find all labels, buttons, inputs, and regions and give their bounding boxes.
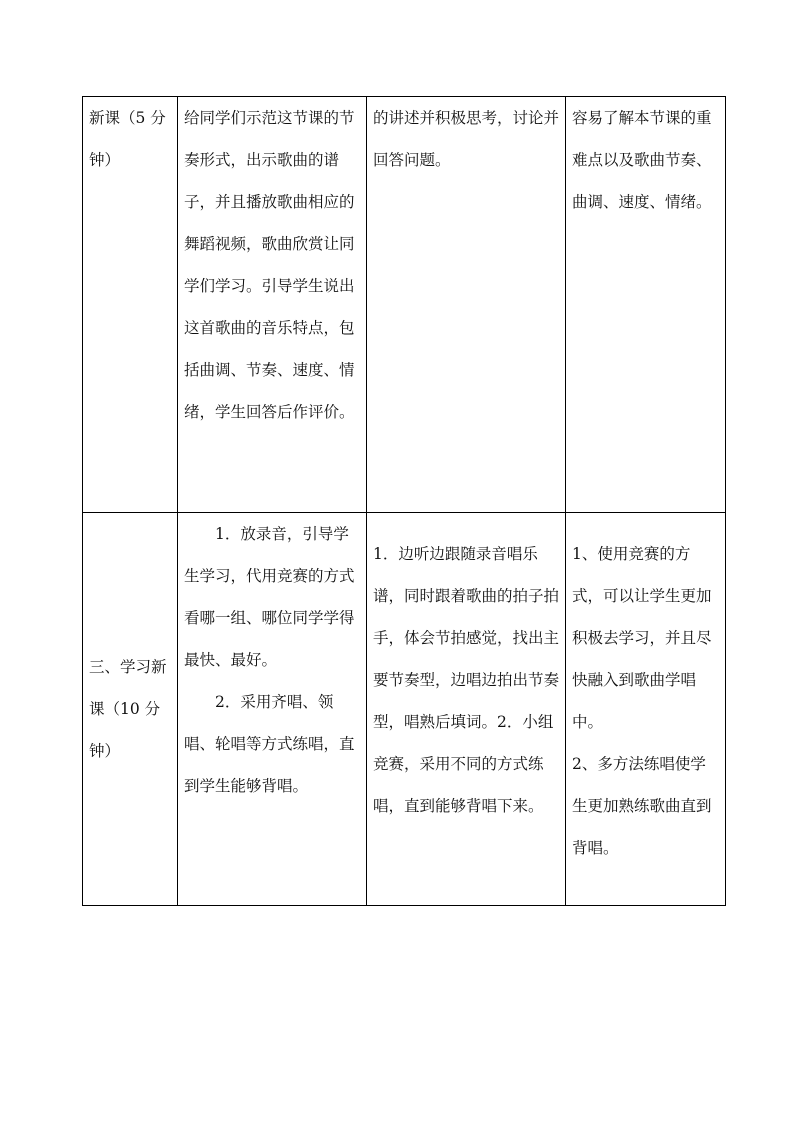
lesson-plan-table bbox=[82, 96, 726, 906]
stage-text: 三、学习新课（10 分钟） bbox=[89, 658, 167, 760]
student-activity-cell bbox=[367, 513, 566, 906]
teacher-activity-cell bbox=[178, 97, 367, 513]
teacher-activity-text: 给同学们示范这节课的节奏形式，出示歌曲的谱子，并且播放歌曲相应的舞蹈视频，歌曲欣赏让同学们学习。引导学生说出这首歌曲的音乐特点，包括曲调、节奏、速度、情绪，学生回答后作评价。 bbox=[184, 109, 355, 421]
student-activity-cell bbox=[367, 97, 566, 513]
stage-cell bbox=[83, 513, 178, 906]
design-intent-cell bbox=[566, 513, 726, 906]
teacher-activity-text: 2．采用齐唱、领唱、轮唱等方式练唱，直到学生能够背唱。 bbox=[184, 693, 355, 795]
table-row bbox=[83, 97, 726, 513]
teacher-activity-cell bbox=[178, 513, 367, 906]
design-intent-text: 容易了解本节课的重难点以及歌曲节奏、曲调、速度、情绪。 bbox=[572, 109, 712, 211]
table-row bbox=[83, 513, 726, 906]
teacher-activity-text: 1．放录音，引导学生学习，代用竞赛的方式看哪一组、哪位同学学得最快、最好。 bbox=[184, 525, 355, 669]
stage-cell bbox=[83, 97, 178, 513]
design-intent-text: 2、多方法练唱使学生更加熟练歌曲直到背唱。 bbox=[572, 755, 712, 857]
student-activity-text: 的讲述并积极思考，讨论并回答问题。 bbox=[373, 109, 560, 169]
student-activity-text: 1．边听边跟随录音唱乐谱，同时跟着歌曲的拍子拍手，体会节拍感觉，找出主要节奏型，边唱边拍出节奏型，唱熟后填词。2．小组竞赛，采用不同的方式练唱，直到能够背唱下来。 bbox=[373, 545, 560, 815]
stage-text: 新课（5 分钟） bbox=[89, 109, 166, 169]
design-intent-text: 1、使用竞赛的方式，可以让学生更加积极去学习，并且尽快融入到歌曲学唱中。 bbox=[572, 545, 712, 731]
design-intent-cell bbox=[566, 97, 726, 513]
